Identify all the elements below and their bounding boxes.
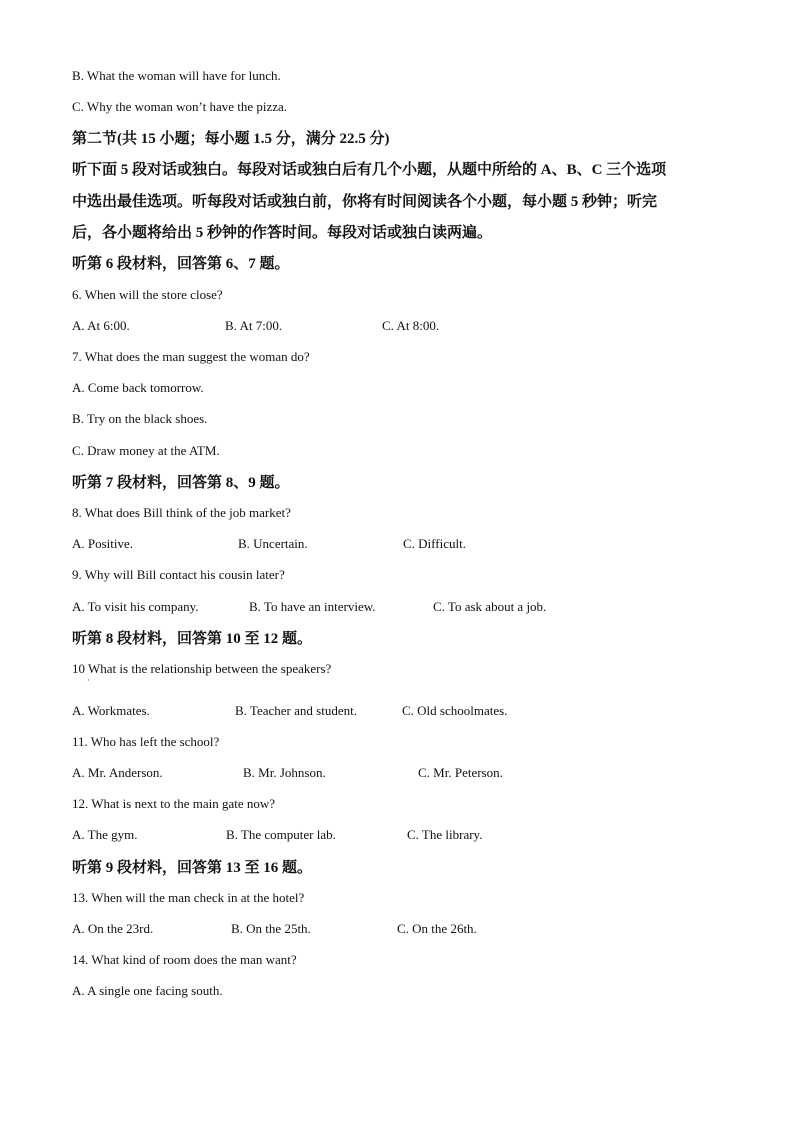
q5-option-c: C. Why the woman won’t have the pizza.	[72, 99, 288, 114]
question-12: 12. What is next to the main gate now?	[72, 796, 276, 811]
q7-option-b: B. Try on the black shoes.	[72, 411, 208, 426]
q5-option-b: B. What the woman will have for lunch.	[72, 68, 281, 83]
question-8: 8. What does Bill think of the job market?	[72, 505, 291, 520]
q12-option-c: C. The library.	[407, 827, 483, 842]
section-instruction-line: 听下面 5 段对话或独白。每段对话或独白后有几个小题，从题中所给的 A、B、C 三个选项	[72, 162, 667, 178]
material-8-heading: 听第 8 段材料，回答第 10 至 12 题。	[72, 631, 313, 647]
q6-option-b: B. At 7:00.	[225, 318, 283, 333]
question-10: 10 What is the relationship between the speakers?	[72, 661, 332, 676]
q12-option-b: B. The computer lab.	[226, 827, 336, 842]
material-7-heading: 听第 7 段材料，回答第 8、9 题。	[72, 475, 290, 491]
q7-option-a: A. Come back tomorrow.	[72, 380, 204, 395]
q6-option-c: C. At 8:00.	[382, 318, 440, 333]
q6-option-a: A. At 6:00.	[72, 318, 130, 333]
stray-dot-mark: ·	[87, 676, 90, 685]
material-6-heading: 听第 6 段材料，回答第 6、7 题。	[72, 256, 290, 272]
q13-option-a: A. On the 23rd.	[72, 921, 154, 936]
question-11: 11. Who has left the school?	[72, 734, 220, 749]
q9-option-a: A. To visit his company.	[72, 599, 199, 614]
q8-option-a: A. Positive.	[72, 536, 134, 551]
q7-option-c: C. Draw money at the ATM.	[72, 443, 220, 458]
q12-option-a: A. The gym.	[72, 827, 138, 842]
question-13: 13. When will the man check in at the hotel?	[72, 890, 305, 905]
q11-option-b: B. Mr. Johnson.	[243, 765, 326, 780]
question-7: 7. What does the man suggest the woman do?	[72, 349, 310, 364]
q11-option-a: A. Mr. Anderson.	[72, 765, 163, 780]
section-title: 第二节(共 15 小题；每小题 1.5 分，满分 22.5 分)	[72, 131, 390, 147]
section-instruction-line: 后，各小题将给出 5 秒钟的作答时间。每段对话或独白读两遍。	[72, 225, 493, 241]
question-14: 14. What kind of room does the man want?	[72, 952, 297, 967]
q10-option-c: C. Old schoolmates.	[402, 703, 508, 718]
q10-option-a: A. Workmates.	[72, 703, 150, 718]
question-9: 9. Why will Bill contact his cousin later?	[72, 567, 285, 582]
section-instruction-line: 中选出最佳选项。听每段对话或独白前，你将有时间阅读各个小题，每小题 5 秒钟；听完	[72, 194, 658, 210]
q8-option-c: C. Difficult.	[403, 536, 466, 551]
question-6: 6. When will the store close?	[72, 287, 223, 302]
q9-option-b: B. To have an interview.	[249, 599, 376, 614]
q13-option-c: C. On the 26th.	[397, 921, 477, 936]
q9-option-c: C. To ask about a job.	[433, 599, 547, 614]
q14-option-a: A. A single one facing south.	[72, 983, 223, 998]
q10-option-b: B. Teacher and student.	[235, 703, 357, 718]
q13-option-b: B. On the 25th.	[231, 921, 311, 936]
q8-option-b: B. Uncertain.	[238, 536, 308, 551]
q11-option-c: C. Mr. Peterson.	[418, 765, 503, 780]
material-9-heading: 听第 9 段材料，回答第 13 至 16 题。	[72, 860, 313, 876]
